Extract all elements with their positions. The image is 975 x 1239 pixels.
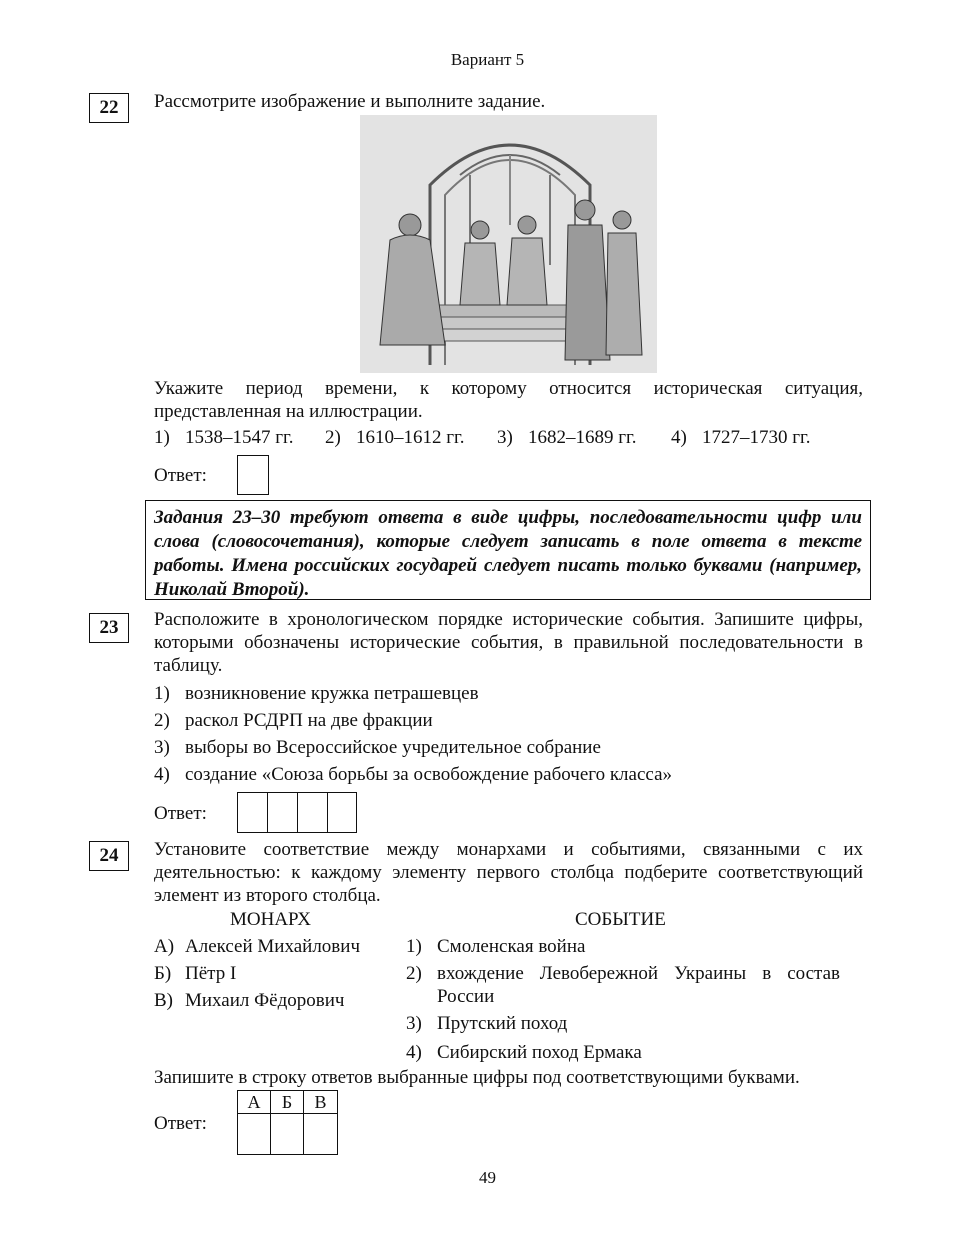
monarch-item-b: Б) Пётр I	[154, 963, 237, 984]
answer-cell-b[interactable]	[270, 1113, 304, 1155]
task-23-item-4: 4) создание «Союза борьбы за освобождение рабочего класса»	[154, 764, 673, 785]
answer-header-v: В	[303, 1090, 338, 1114]
answer-cell-v[interactable]	[303, 1113, 338, 1155]
task-23-answer-cell[interactable]	[267, 792, 298, 833]
task-23-item-1: 1) возникновение кружка петрашевцев	[154, 683, 479, 704]
event-item-2: 2) вхождение Левобережной Украины в состав России	[406, 963, 840, 1007]
task-23-answer-cell[interactable]	[327, 792, 357, 833]
event-column-header: СОБЫТИЕ	[575, 909, 666, 930]
task-22-question: Укажите период времени, к которому относится историческая ситуация, представленная на иллюстрации.	[154, 378, 863, 422]
task-22-answer-box[interactable]	[237, 455, 269, 495]
historical-illustration	[360, 115, 657, 373]
monarch-column-header: МОНАРХ	[230, 909, 312, 930]
task-22-answer-label: Ответ:	[154, 465, 207, 486]
event-item-1: 1) Смоленская война	[406, 936, 586, 957]
task-22-option-1: 1) 1538–1547 гг.	[154, 427, 294, 448]
task-23-number: 23	[89, 613, 129, 643]
answer-header-a: А	[237, 1090, 271, 1114]
task-23-answer-label: Ответ:	[154, 803, 207, 824]
answer-header-b: Б	[270, 1090, 304, 1114]
task-23-item-2: 2) раскол РСДРП на две фракции	[154, 710, 433, 731]
monarch-item-v: В) Михаил Фёдорович	[154, 990, 345, 1011]
page-number: 49	[479, 1168, 496, 1187]
variant-header: Вариант 5	[450, 50, 525, 69]
event-item-3: 3) Прутский поход	[406, 1013, 568, 1034]
task-24-answer-label: Ответ:	[154, 1113, 207, 1134]
instructions-notice: Задания 23–30 требуют ответа в виде цифры, последовательности цифр или слова (словосочетания), которые следует записать в поле ответа в тексте работы. Имена российских государей следует писать только буквами (например, Николай Второй).	[145, 500, 871, 600]
task-24-number: 24	[89, 841, 129, 871]
task-23-prompt: Расположите в хронологическом порядке исторические события. Запишите цифры, которыми обозначены исторические события, в правильной последовательности в таблицу.	[154, 609, 863, 676]
task-24-instruction: Запишите в строку ответов выбранные цифры под соответствующими буквами.	[154, 1067, 800, 1088]
monarch-item-a: А) Алексей Михайлович	[154, 936, 360, 957]
event-item-4: 4) Сибирский поход Ермака	[406, 1042, 642, 1063]
task-23-answer-cell[interactable]	[297, 792, 328, 833]
task-22-option-4: 4) 1727–1730 гг.	[671, 427, 811, 448]
task-22-number: 22	[89, 93, 129, 123]
task-24-prompt: Установите соответствие между монархами и событиями, связанными с их деятельностью: к каждому элементу первого столбца подберите соответствующий элемент из второго столбца.	[154, 839, 863, 906]
task-23-answer-cell[interactable]	[237, 792, 268, 833]
task-23-item-3: 3) выборы во Всероссийское учредительное собрание	[154, 737, 601, 758]
task-22-option-3: 3) 1682–1689 гг.	[497, 427, 637, 448]
task-22-prompt: Рассмотрите изображение и выполните задание.	[154, 91, 546, 112]
answer-cell-a[interactable]	[237, 1113, 271, 1155]
task-22-option-2: 2) 1610–1612 гг.	[325, 427, 465, 448]
